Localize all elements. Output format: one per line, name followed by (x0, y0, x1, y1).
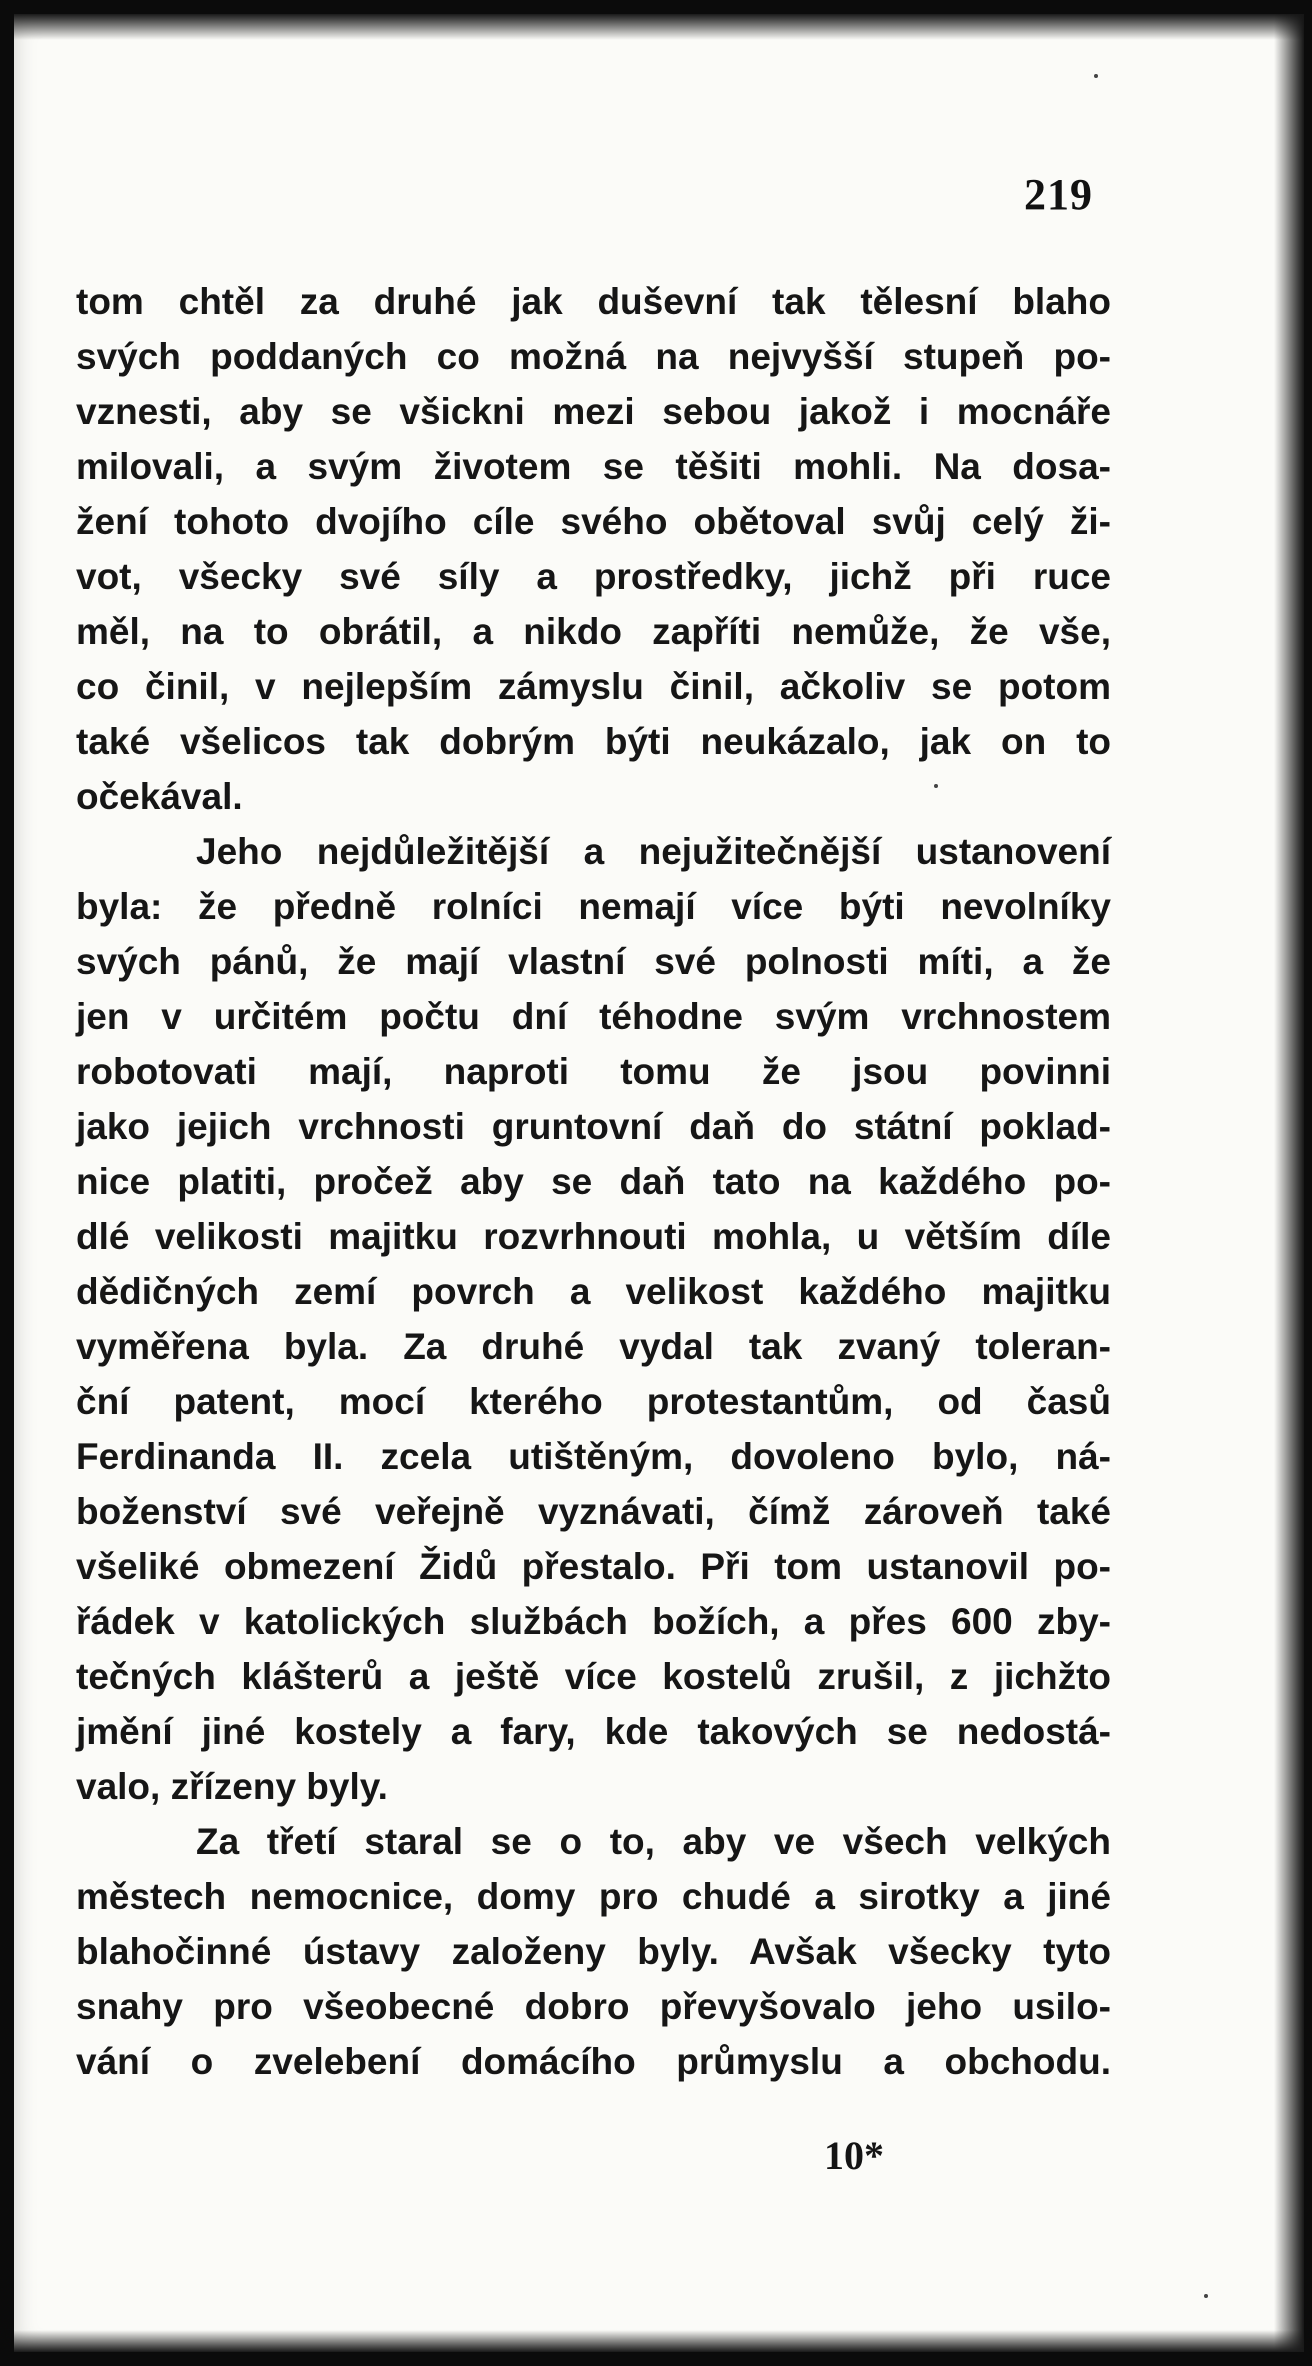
page-number: 219 (1024, 170, 1093, 219)
text-line: dlé velikosti majitku rozvrhnouti mohla, u větším díle (76, 1216, 1111, 1257)
text-line: svých pánů, že mají vlastní své polnosti míti, a že (76, 941, 1111, 982)
book-page (14, 14, 1304, 2352)
text-line: také všelicos tak dobrým býti neukázalo, jak on to (76, 721, 1111, 762)
text-line: měl, na to obrátil, a nikdo zapříti nemůže, že vše, (76, 611, 1111, 652)
text-line: nice platiti, pročež aby se daň tato na každého po- (76, 1161, 1111, 1202)
text-line: jako jejich vrchnosti gruntovní daň do státní poklad- (76, 1106, 1111, 1147)
signature-mark: 10* (824, 2133, 884, 2178)
text-line: valo, zřízeny byly. (76, 1766, 388, 1807)
body-text (76, 274, 1111, 2089)
text-line: svých poddaných co možná na nejvyšší stupeň po- (76, 336, 1111, 377)
page-shadow-right (1274, 14, 1304, 2352)
text-line: vání o zvelebení domácího průmyslu a obchodu. (76, 2041, 1111, 2082)
paper-speck (1094, 74, 1098, 78)
text-line: co činil, v nejlepším zámyslu činil, ačkoliv se potom (76, 666, 1111, 707)
page-shadow-bottom (14, 2330, 1304, 2352)
paper-speck (1204, 2294, 1208, 2298)
text-line: robotovati mají, naproti tomu že jsou povinni (76, 1051, 1111, 1092)
text-line: tečných klášterů a ještě více kostelů zrušil, z jichžto (76, 1656, 1111, 1697)
text-line: snahy pro všeobecné dobro převyšovalo jeho usilo- (76, 1986, 1111, 2027)
text-line: Jeho nejdůležitější a nejužitečnější ustanovení (196, 831, 1111, 872)
text-line: blahočinné ústavy založeny byly. Avšak všecky tyto (76, 1931, 1111, 1972)
text-line: boženství své veřejně vyznávati, čímž zároveň také (76, 1491, 1111, 1532)
text-line: řádek v katolických službách božích, a přes 600 zby- (76, 1601, 1111, 1642)
text-line: vot, všecky své síly a prostředky, jichž při ruce (76, 556, 1111, 597)
text-line: jmění jiné kostely a fary, kde takových se nedostá- (76, 1711, 1111, 1752)
text-line: jen v určitém počtu dní téhodne svým vrchnostem (76, 996, 1111, 1037)
page-shadow-top (14, 14, 1304, 40)
text-line: milovali, a svým životem se těšiti mohli. Na dosa- (76, 446, 1111, 487)
text-line: žení tohoto dvojího cíle svého obětoval svůj celý ži- (76, 501, 1111, 542)
text-line: tom chtěl za druhé jak duševní tak tělesní blaho (76, 281, 1111, 322)
text-line: městech nemocnice, domy pro chudé a sirotky a jiné (76, 1876, 1111, 1917)
text-line: očekával. (76, 776, 243, 817)
text-line: dědičných zemí povrch a velikost každého majitku (76, 1271, 1111, 1312)
text-line: vyměřena byla. Za druhé vydal tak zvaný toleran- (76, 1326, 1111, 1367)
text-line: Ferdinanda II. zcela utištěným, dovoleno bylo, ná- (76, 1436, 1111, 1477)
text-line: Za třetí staral se o to, aby ve všech velkých (196, 1821, 1111, 1862)
text-line: vznesti, aby se všickni mezi sebou jakož i mocnáře (76, 391, 1111, 432)
text-line: byla: že předně rolníci nemají více býti nevolníky (76, 886, 1111, 927)
text-line: všeliké obmezení Židů přestalo. Při tom ustanovil po- (76, 1546, 1111, 1587)
text-line: ční patent, mocí kterého protestantům, od časů (76, 1381, 1111, 1422)
paper-speck (934, 784, 938, 788)
